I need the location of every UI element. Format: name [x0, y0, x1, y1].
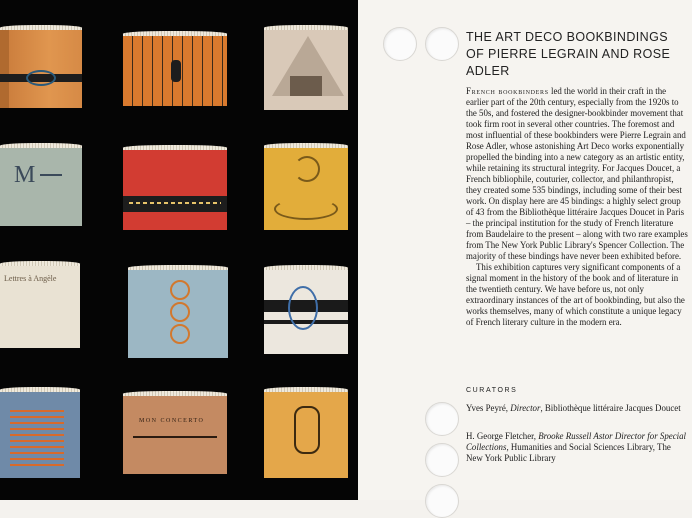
book-cream-binding: Lettres à Angèle [0, 266, 80, 348]
curator-2: H. George Fletcher, Brooke Russell Astor Director for Special Collections, Humanities and Social Sciences Library, The New York Public Library [466, 431, 687, 463]
decorative-circle [425, 484, 459, 518]
book-black-white-binding [264, 270, 348, 354]
book-striped-binding [123, 36, 227, 106]
decorative-circle [425, 402, 459, 436]
decorative-circle [383, 27, 417, 61]
book-blue-orange-binding [0, 392, 80, 478]
curator-1: Yves Peyré, Director, Bibliothèque littéraire Jacques Doucet [466, 403, 681, 413]
book-red-binding [123, 150, 227, 230]
book-blue-circles-binding [128, 270, 228, 358]
book-brown-binding: MON CONCERTO [123, 396, 227, 474]
intro-lead: French bookbinders [466, 86, 549, 96]
book-yellow-binding [264, 148, 348, 230]
bookbindings-photo [0, 0, 358, 500]
intro-paragraph-2: This exhibition captures very significant components of a signal moment in the history of the book and of literature in the twentieth century. We have before us, not only extraordinary instances of the art of bookbinding, but also the works themselves, many of which constitute a unique legacy of French literary culture in the modern era. [466, 262, 685, 327]
intro-text [466, 86, 688, 328]
book-gold-binding [264, 392, 348, 478]
book-orange-binding [0, 30, 82, 108]
page-title: THE ART DECO BOOKBINDINGS OF PIERRE LEGRAIN AND ROSE ADLER [466, 30, 671, 78]
book-triangle-binding [264, 30, 348, 110]
curators-heading: CURATORS [466, 387, 518, 394]
book-grey-green-binding: M [0, 148, 82, 226]
decorative-circle [425, 27, 459, 61]
intro-paragraph-1: French bookbinders led the world in their craft in the earlier part of the 20th century, especially from the 1920s to the 50s, and fostered the designer-bookbinder movement that took firm root in several other countries. The foremost and most influential of these bookbinders were Pierre Legrain and Rose Adler, whose astonishing Art Deco works exponentially propelled the binding into a new category as an artistic entity, while retaining its structural integrity. For Jacques Doucet, a French bibliophile, couturier, collector, and philanthropist, they created some 535 bindings, including some of their best work. On display here are 45 bindings: a highly select group of 43 from the Bibliothèque littéraire Jacques Doucet in Paris – the principal institution for the study of French literature from Baudelaire to the present – along with two rare examples from The New York Public Library's Spencer Collection. The majority of these bindings have never been exhibited before. [466, 86, 688, 261]
decorative-circle [425, 443, 459, 477]
